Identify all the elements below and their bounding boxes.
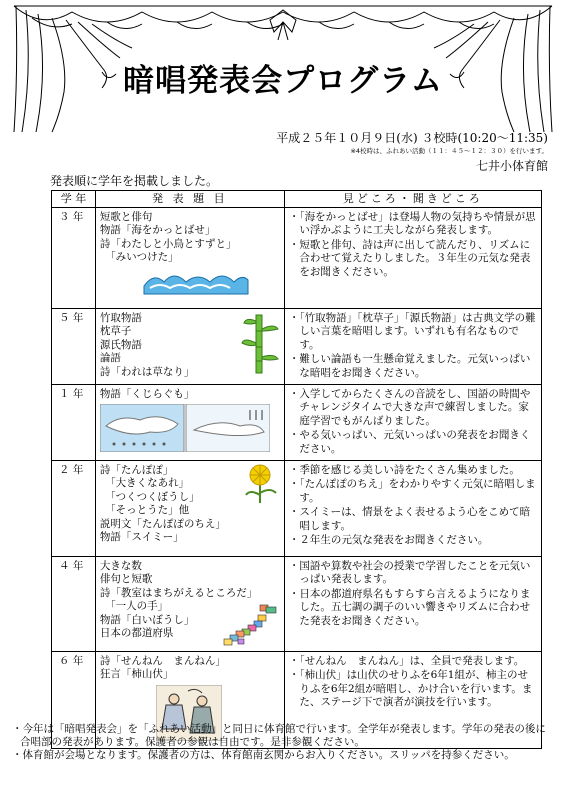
intro-text: 発表順に学年を掲載しました。 (50, 174, 219, 188)
header-grade: 学 年 (52, 191, 96, 208)
footer-notes (12, 723, 552, 762)
grade-cell: ５ 年 (52, 309, 96, 385)
points-cell (284, 385, 541, 461)
point: ・スイミーは、情景をよく表せるよう心をこめて暗唱します。 (288, 506, 531, 532)
points-cell (284, 208, 541, 309)
header-points: 見どころ・聞きどころ (284, 191, 541, 208)
item: 「みいつけた」 (99, 251, 179, 264)
item: 物語「海をかっとばせ」 (99, 224, 216, 237)
point: ・短歌と俳句、詩は声に出して読んだり、リズムに合わせて覚えたりしました。３年生の元気な発表をお聞きください。 (288, 238, 531, 278)
points-cell (284, 557, 541, 652)
item: 詩「わたしと小鳥とすずと」 (99, 237, 237, 250)
item: 俳句と短歌 (99, 573, 153, 586)
wave-picture (140, 268, 250, 296)
item: 詩「われは草なり」 (99, 365, 195, 378)
point: ・「竹取物語」「枕草子」「源氏物語」は古典文学の難しい言葉を暗唱します。いずれも有名なものです。 (288, 312, 536, 351)
item: 詩「たんぽぽ」 (99, 464, 174, 477)
point: ・入学してからたくさんの音読をし、国語の時間やチャレンジタイムで大きな声で練習しました。家庭学習でもがんばりました。 (288, 388, 531, 427)
item: 「大きくなあれ」 (99, 477, 190, 490)
point: ・季節を感じる美しい詩をたくさん集めました。 (288, 464, 520, 477)
bamboo-picture (240, 313, 280, 375)
whale-cloud-picture (100, 404, 270, 452)
item: 詩「教室はまちがえるところだ」 (99, 586, 258, 599)
point: ・やる気いっぱい、元気いっぱいの発表をお聞きください。 (288, 429, 531, 455)
point: ・「せんねん まんねん」は、全員で発表します。 (288, 655, 525, 668)
table-row (52, 309, 542, 385)
item: 詩「せんねん まんねん」 (99, 655, 226, 668)
item: 物語「スイミー」 (99, 531, 184, 544)
program-table (51, 190, 542, 749)
point: ・国語や算数や社会の授業で学習したことを元気いっぱい発表します。 (288, 560, 531, 586)
item: 「そっとうた」他 (99, 504, 190, 517)
items-cell (95, 208, 284, 309)
table-header-row (52, 191, 542, 208)
grade-cell: ２ 年 (52, 461, 96, 557)
table-row (52, 208, 542, 309)
school-name: 七井小体育館 (475, 159, 548, 173)
footer-note: ・体育館が会場となります。保護者の方は、体育館南玄関からお入りください。スリッパを持参ください。 (12, 749, 515, 761)
point: ・日本の都道府県名もすらすら言えるようになりました。五七調の調子のいい響きやリズムに合わせた発表をお聞きください。 (288, 587, 531, 627)
point: ・「たんぽぽのちえ」をわかりやすく元気に暗唱します。 (288, 478, 536, 504)
page-title: 暗唱発表会プログラム (123, 63, 443, 99)
point: ・「柿山伏」は山伏のせりふを6年1組が、柿主のせりふを6年2組が暗唱し、かけ合いを行います。また、ステージ下で演者が演技を行います。 (288, 669, 533, 709)
point: ・難しい論語も一生懸命覚えました。元気いっぱいな暗唱をお聞きください。 (288, 353, 531, 379)
point: ・「海をかっとばせ」は登場人物の気持ちや情景が思い浮かぶように工夫しながら発表します。 (288, 211, 536, 237)
grade-cell: ６ 年 (52, 652, 96, 749)
item: 説明文「たんぽぽのちえ」 (99, 517, 226, 530)
item: 物語「白いぼうし」 (99, 613, 195, 626)
item: 論語 (99, 352, 121, 365)
item: 大きな数 (99, 560, 142, 573)
japan-map-picture (220, 603, 280, 647)
item: 竹取物語 (99, 312, 142, 324)
dandelion-picture (238, 463, 282, 503)
note-line: ※4校時は、ふれあい活動（１１：４５〜１２：３０）を行います。 (350, 147, 548, 155)
item: 物語「くじらぐも」 (99, 388, 195, 401)
items-cell (95, 385, 284, 461)
item: 「一人の手」 (99, 600, 169, 613)
items-cell (95, 461, 284, 557)
item: 源氏物語 (99, 338, 142, 351)
item: 「つくつくぼうし」 (99, 490, 200, 503)
items-cell (95, 309, 284, 385)
item: 狂言「柿山伏」 (99, 668, 174, 681)
grade-cell: ４ 年 (52, 557, 96, 652)
table-row (52, 557, 542, 652)
points-cell (284, 309, 541, 385)
grade-cell: １ 年 (52, 385, 96, 461)
point: ・２年生の元気な発表をお聞きください。 (288, 534, 489, 547)
item: 短歌と俳句 (99, 211, 153, 223)
grade-cell: ３ 年 (52, 208, 96, 309)
footer-note: ・今年は「暗唱発表会」を「ふれあい活動」と同日に体育館で行います。全学年が発表します。学年の発表の後に合唱部の発表があります。保護者の参観は自由です。是非参観ください。 (12, 723, 546, 748)
item: 枕草子 (99, 325, 132, 338)
points-cell (284, 461, 541, 557)
date-line: 平成２５年１０月９日(水) ３校時(10:20〜11:35) (276, 131, 548, 145)
table-row (52, 461, 542, 557)
table-row (52, 385, 542, 461)
items-cell (95, 557, 284, 652)
header-title: 発 表 題 目 (95, 191, 284, 208)
item: 日本の都道府県 (99, 627, 174, 640)
